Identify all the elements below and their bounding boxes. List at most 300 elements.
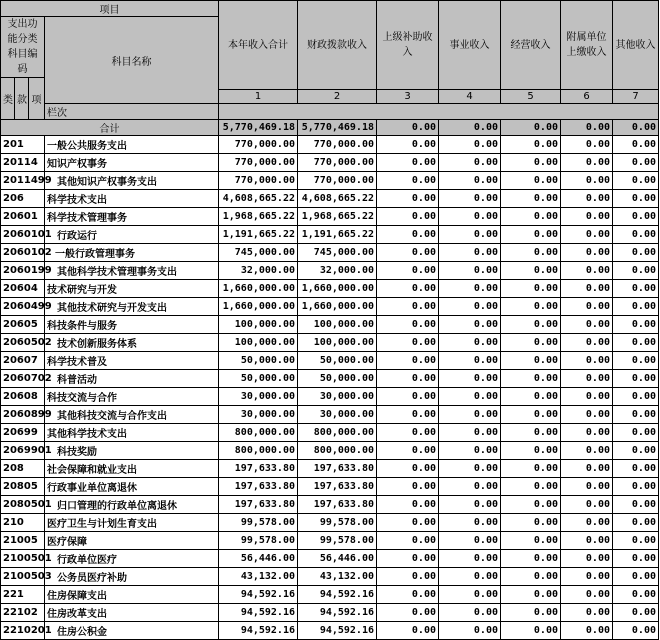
row-value-3: 0.00 [377, 190, 439, 208]
row-value-7: 0.00 [613, 370, 659, 388]
table-row [1, 424, 659, 442]
row-value-6: 0.00 [561, 226, 613, 244]
table-row [1, 334, 659, 352]
row-value-5: 0.00 [501, 172, 561, 190]
row-value-6: 0.00 [561, 298, 613, 316]
col-header-1: 本年收入合计 [219, 1, 298, 90]
row-value-2: 30,000.00 [298, 388, 377, 406]
row-value-7: 0.00 [613, 532, 659, 550]
row-value-7: 0.00 [613, 352, 659, 370]
row-value-4: 0.00 [439, 424, 501, 442]
row-name: 科学技术管理事务 [45, 208, 219, 226]
row-value-3: 0.00 [377, 496, 439, 514]
row-value-1: 745,000.00 [219, 244, 298, 262]
row-value-6: 0.00 [561, 388, 613, 406]
row-value-2: 43,132.00 [298, 568, 377, 586]
row-value-5: 0.00 [501, 298, 561, 316]
section-header: 款 [15, 78, 29, 120]
row-value-5: 0.00 [501, 514, 561, 532]
row-value-1: 770,000.00 [219, 154, 298, 172]
row-value-4: 0.00 [439, 388, 501, 406]
row-code: 201 [1, 136, 45, 154]
row-value-7: 0.00 [613, 172, 659, 190]
table-row [1, 568, 659, 586]
total-value-2: 5,770,469.18 [298, 120, 377, 136]
row-value-3: 0.00 [377, 136, 439, 154]
row-value-4: 0.00 [439, 298, 501, 316]
row-value-7: 0.00 [613, 388, 659, 406]
total-value-7: 0.00 [613, 120, 659, 136]
row-value-5: 0.00 [501, 136, 561, 154]
col-num-1: 1 [219, 90, 298, 104]
table-row [1, 370, 659, 388]
row-value-5: 0.00 [501, 622, 561, 640]
row-value-1: 32,000.00 [219, 262, 298, 280]
row-value-6: 0.00 [561, 496, 613, 514]
row-value-4: 0.00 [439, 460, 501, 478]
row-value-3: 0.00 [377, 478, 439, 496]
table-row [1, 460, 659, 478]
table-row [1, 352, 659, 370]
row-code: 206 [1, 190, 45, 208]
table-row [1, 586, 659, 604]
row-value-4: 0.00 [439, 334, 501, 352]
row-name: 住房保障支出 [45, 586, 219, 604]
table-row [1, 406, 659, 424]
row-name: 科学技术普及 [45, 352, 219, 370]
total-label: 合计 [1, 120, 219, 136]
table-row [1, 604, 659, 622]
row-value-5: 0.00 [501, 334, 561, 352]
row-value-1: 100,000.00 [219, 316, 298, 334]
row-code: 20114 [1, 154, 45, 172]
row-value-2: 100,000.00 [298, 334, 377, 352]
row-value-1: 4,608,665.22 [219, 190, 298, 208]
row-value-4: 0.00 [439, 280, 501, 298]
row-value-3: 0.00 [377, 208, 439, 226]
row-value-1: 43,132.00 [219, 568, 298, 586]
row-value-5: 0.00 [501, 316, 561, 334]
row-value-1: 94,592.16 [219, 622, 298, 640]
row-code: 2210201 [1, 622, 45, 640]
row-value-3: 0.00 [377, 406, 439, 424]
row-value-7: 0.00 [613, 622, 659, 640]
class-header: 类 [1, 78, 15, 120]
row-value-2: 1,191,665.22 [298, 226, 377, 244]
row-name: 一般行政管理事务 [45, 244, 219, 262]
row-value-2: 30,000.00 [298, 406, 377, 424]
row-value-6: 0.00 [561, 352, 613, 370]
row-value-2: 32,000.00 [298, 262, 377, 280]
row-value-1: 50,000.00 [219, 370, 298, 388]
row-name: 其他知识产权事务支出 [45, 172, 219, 190]
row-value-7: 0.00 [613, 514, 659, 532]
row-value-6: 0.00 [561, 190, 613, 208]
row-value-3: 0.00 [377, 352, 439, 370]
row-value-3: 0.00 [377, 586, 439, 604]
row-name: 技术研究与开发 [45, 280, 219, 298]
row-value-3: 0.00 [377, 442, 439, 460]
row-value-7: 0.00 [613, 586, 659, 604]
row-value-3: 0.00 [377, 154, 439, 172]
row-name: 其他技术研究与开发支出 [45, 298, 219, 316]
row-code: 2080501 [1, 496, 45, 514]
row-value-2: 197,633.80 [298, 496, 377, 514]
row-value-3: 0.00 [377, 298, 439, 316]
row-value-5: 0.00 [501, 244, 561, 262]
row-value-2: 1,660,000.00 [298, 298, 377, 316]
row-value-7: 0.00 [613, 298, 659, 316]
row-value-6: 0.00 [561, 478, 613, 496]
row-value-7: 0.00 [613, 334, 659, 352]
row-value-7: 0.00 [613, 478, 659, 496]
row-name: 行政事业单位离退休 [45, 478, 219, 496]
row-value-4: 0.00 [439, 208, 501, 226]
row-code: 208 [1, 460, 45, 478]
table-row [1, 280, 659, 298]
row-value-7: 0.00 [613, 604, 659, 622]
row-value-2: 197,633.80 [298, 460, 377, 478]
col-header-5: 经营收入 [501, 1, 561, 90]
row-value-3: 0.00 [377, 550, 439, 568]
code-header: 支出功能分类科目编码 [1, 17, 45, 78]
row-value-4: 0.00 [439, 514, 501, 532]
row-value-7: 0.00 [613, 442, 659, 460]
table-row [1, 550, 659, 568]
row-value-5: 0.00 [501, 586, 561, 604]
row-number-filler [219, 104, 659, 120]
row-value-7: 0.00 [613, 316, 659, 334]
row-value-6: 0.00 [561, 280, 613, 298]
row-name: 科技奖励 [45, 442, 219, 460]
row-code: 2060101 [1, 226, 45, 244]
row-value-3: 0.00 [377, 514, 439, 532]
row-value-2: 100,000.00 [298, 316, 377, 334]
row-value-2: 50,000.00 [298, 370, 377, 388]
row-value-1: 197,633.80 [219, 496, 298, 514]
row-code: 20805 [1, 478, 45, 496]
row-value-4: 0.00 [439, 586, 501, 604]
col-header-3: 上级补助收入 [377, 1, 439, 90]
table-row [1, 442, 659, 460]
row-value-1: 99,578.00 [219, 514, 298, 532]
table-row [1, 478, 659, 496]
row-code: 2011499 [1, 172, 45, 190]
row-value-5: 0.00 [501, 424, 561, 442]
row-value-6: 0.00 [561, 514, 613, 532]
row-value-2: 800,000.00 [298, 442, 377, 460]
row-code: 20604 [1, 280, 45, 298]
row-value-4: 0.00 [439, 478, 501, 496]
row-value-6: 0.00 [561, 550, 613, 568]
table-row [1, 622, 659, 640]
row-value-2: 94,592.16 [298, 604, 377, 622]
row-value-4: 0.00 [439, 136, 501, 154]
row-value-2: 99,578.00 [298, 514, 377, 532]
row-value-4: 0.00 [439, 406, 501, 424]
total-value-5: 0.00 [501, 120, 561, 136]
row-value-3: 0.00 [377, 568, 439, 586]
row-value-4: 0.00 [439, 154, 501, 172]
row-value-5: 0.00 [501, 460, 561, 478]
item-header: 项目 [1, 1, 219, 17]
row-value-7: 0.00 [613, 550, 659, 568]
row-value-1: 1,660,000.00 [219, 298, 298, 316]
row-value-5: 0.00 [501, 532, 561, 550]
row-value-6: 0.00 [561, 604, 613, 622]
row-code: 22102 [1, 604, 45, 622]
row-value-3: 0.00 [377, 604, 439, 622]
row-name: 一般公共服务支出 [45, 136, 219, 154]
row-name: 科普活动 [45, 370, 219, 388]
table-row [1, 244, 659, 262]
row-value-3: 0.00 [377, 424, 439, 442]
row-name: 医疗卫生与计划生育支出 [45, 514, 219, 532]
row-value-7: 0.00 [613, 262, 659, 280]
row-value-7: 0.00 [613, 136, 659, 154]
row-value-6: 0.00 [561, 154, 613, 172]
row-code: 221 [1, 586, 45, 604]
row-value-7: 0.00 [613, 190, 659, 208]
col-num-6: 6 [561, 90, 613, 104]
row-value-4: 0.00 [439, 316, 501, 334]
row-value-7: 0.00 [613, 424, 659, 442]
row-value-6: 0.00 [561, 208, 613, 226]
table-row [1, 208, 659, 226]
row-name: 知识产权事务 [45, 154, 219, 172]
row-value-7: 0.00 [613, 568, 659, 586]
row-value-6: 0.00 [561, 568, 613, 586]
row-value-5: 0.00 [501, 568, 561, 586]
total-value-1: 5,770,469.18 [219, 120, 298, 136]
row-code: 2060702 [1, 370, 45, 388]
row-code: 2060502 [1, 334, 45, 352]
row-value-7: 0.00 [613, 244, 659, 262]
total-value-4: 0.00 [439, 120, 501, 136]
row-name: 其他科技交流与合作支出 [45, 406, 219, 424]
table-body [1, 136, 659, 640]
row-value-5: 0.00 [501, 496, 561, 514]
row-value-6: 0.00 [561, 334, 613, 352]
row-value-2: 745,000.00 [298, 244, 377, 262]
row-value-1: 30,000.00 [219, 406, 298, 424]
row-value-5: 0.00 [501, 208, 561, 226]
row-value-5: 0.00 [501, 262, 561, 280]
row-value-1: 94,592.16 [219, 604, 298, 622]
row-value-2: 50,000.00 [298, 352, 377, 370]
row-value-6: 0.00 [561, 136, 613, 154]
row-code: 210 [1, 514, 45, 532]
row-name: 行政运行 [45, 226, 219, 244]
row-value-1: 770,000.00 [219, 136, 298, 154]
row-value-6: 0.00 [561, 316, 613, 334]
row-value-1: 770,000.00 [219, 172, 298, 190]
row-value-2: 94,592.16 [298, 622, 377, 640]
row-value-7: 0.00 [613, 226, 659, 244]
row-value-1: 1,660,000.00 [219, 280, 298, 298]
row-value-7: 0.00 [613, 406, 659, 424]
row-value-2: 770,000.00 [298, 136, 377, 154]
row-value-1: 30,000.00 [219, 388, 298, 406]
row-value-5: 0.00 [501, 550, 561, 568]
row-value-3: 0.00 [377, 316, 439, 334]
total-value-3: 0.00 [377, 120, 439, 136]
row-value-6: 0.00 [561, 244, 613, 262]
row-value-5: 0.00 [501, 604, 561, 622]
col-header-6: 附属单位上缴收入 [561, 1, 613, 90]
row-value-3: 0.00 [377, 334, 439, 352]
row-name: 科技条件与服务 [45, 316, 219, 334]
row-code: 2060499 [1, 298, 45, 316]
row-value-7: 0.00 [613, 460, 659, 478]
row-value-7: 0.00 [613, 208, 659, 226]
row-name: 归口管理的行政单位离退休 [45, 496, 219, 514]
row-value-6: 0.00 [561, 424, 613, 442]
row-code: 2100501 [1, 550, 45, 568]
row-code: 20605 [1, 316, 45, 334]
row-name: 科技交流与合作 [45, 388, 219, 406]
row-value-1: 56,446.00 [219, 550, 298, 568]
row-value-4: 0.00 [439, 622, 501, 640]
row-code: 2069901 [1, 442, 45, 460]
row-value-1: 197,633.80 [219, 460, 298, 478]
table-row [1, 298, 659, 316]
row-value-2: 1,968,665.22 [298, 208, 377, 226]
row-value-5: 0.00 [501, 352, 561, 370]
col-num-5: 5 [501, 90, 561, 104]
row-value-1: 1,191,665.22 [219, 226, 298, 244]
row-value-1: 800,000.00 [219, 442, 298, 460]
row-value-4: 0.00 [439, 532, 501, 550]
row-value-5: 0.00 [501, 442, 561, 460]
row-value-2: 1,660,000.00 [298, 280, 377, 298]
row-name: 住房公积金 [45, 622, 219, 640]
row-value-3: 0.00 [377, 262, 439, 280]
table-row [1, 190, 659, 208]
row-value-5: 0.00 [501, 388, 561, 406]
col-header-2: 财政拨款收入 [298, 1, 377, 90]
col-num-7: 7 [613, 90, 659, 104]
row-name: 技术创新服务体系 [45, 334, 219, 352]
row-value-2: 4,608,665.22 [298, 190, 377, 208]
row-value-6: 0.00 [561, 262, 613, 280]
row-value-4: 0.00 [439, 352, 501, 370]
table-row [1, 532, 659, 550]
row-value-1: 1,968,665.22 [219, 208, 298, 226]
row-value-5: 0.00 [501, 154, 561, 172]
table-row [1, 154, 659, 172]
row-value-6: 0.00 [561, 622, 613, 640]
row-value-2: 770,000.00 [298, 154, 377, 172]
row-value-3: 0.00 [377, 370, 439, 388]
row-name: 住房改革支出 [45, 604, 219, 622]
row-code: 2060199 [1, 262, 45, 280]
row-name: 公务员医疗补助 [45, 568, 219, 586]
row-value-3: 0.00 [377, 244, 439, 262]
row-value-5: 0.00 [501, 478, 561, 496]
row-value-3: 0.00 [377, 532, 439, 550]
row-value-2: 800,000.00 [298, 424, 377, 442]
row-value-2: 197,633.80 [298, 478, 377, 496]
row-value-4: 0.00 [439, 190, 501, 208]
table-row [1, 136, 659, 154]
row-value-4: 0.00 [439, 568, 501, 586]
table-row [1, 172, 659, 190]
row-value-5: 0.00 [501, 190, 561, 208]
row-value-5: 0.00 [501, 370, 561, 388]
row-value-1: 94,592.16 [219, 586, 298, 604]
row-name: 社会保障和就业支出 [45, 460, 219, 478]
table-row [1, 388, 659, 406]
row-name: 行政单位医疗 [45, 550, 219, 568]
row-value-4: 0.00 [439, 262, 501, 280]
row-value-4: 0.00 [439, 244, 501, 262]
row-code: 20601 [1, 208, 45, 226]
row-value-1: 99,578.00 [219, 532, 298, 550]
row-value-3: 0.00 [377, 460, 439, 478]
row-value-3: 0.00 [377, 226, 439, 244]
row-value-2: 56,446.00 [298, 550, 377, 568]
row-value-6: 0.00 [561, 406, 613, 424]
name-header: 科目名称 [45, 17, 219, 104]
col-header-4: 事业收入 [439, 1, 501, 90]
col-num-4: 4 [439, 90, 501, 104]
row-value-5: 0.00 [501, 280, 561, 298]
row-value-4: 0.00 [439, 172, 501, 190]
row-code: 2060899 [1, 406, 45, 424]
table-row [1, 316, 659, 334]
row-value-3: 0.00 [377, 388, 439, 406]
row-value-5: 0.00 [501, 406, 561, 424]
row-value-6: 0.00 [561, 442, 613, 460]
col-num-3: 3 [377, 90, 439, 104]
col-num-2: 2 [298, 90, 377, 104]
row-name: 医疗保障 [45, 532, 219, 550]
row-value-6: 0.00 [561, 370, 613, 388]
table-row [1, 262, 659, 280]
row-value-3: 0.00 [377, 622, 439, 640]
row-value-4: 0.00 [439, 226, 501, 244]
row-value-4: 0.00 [439, 550, 501, 568]
table-row [1, 496, 659, 514]
row-value-4: 0.00 [439, 442, 501, 460]
row-value-7: 0.00 [613, 496, 659, 514]
row-name: 其他科学技术管理事务支出 [45, 262, 219, 280]
row-value-4: 0.00 [439, 496, 501, 514]
row-value-3: 0.00 [377, 280, 439, 298]
row-value-6: 0.00 [561, 586, 613, 604]
row-value-1: 800,000.00 [219, 424, 298, 442]
row-value-2: 770,000.00 [298, 172, 377, 190]
row-value-7: 0.00 [613, 154, 659, 172]
row-value-2: 99,578.00 [298, 532, 377, 550]
row-value-6: 0.00 [561, 532, 613, 550]
row-value-6: 0.00 [561, 460, 613, 478]
row-code: 21005 [1, 532, 45, 550]
row-code: 20699 [1, 424, 45, 442]
table-row [1, 226, 659, 244]
row-value-4: 0.00 [439, 604, 501, 622]
row-value-1: 50,000.00 [219, 352, 298, 370]
row-value-7: 0.00 [613, 280, 659, 298]
table-row [1, 514, 659, 532]
row-number-label: 栏次 [45, 104, 219, 120]
row-code: 20607 [1, 352, 45, 370]
row-value-2: 94,592.16 [298, 586, 377, 604]
row-value-6: 0.00 [561, 172, 613, 190]
row-code: 2060102 [1, 244, 45, 262]
row-value-1: 197,633.80 [219, 478, 298, 496]
